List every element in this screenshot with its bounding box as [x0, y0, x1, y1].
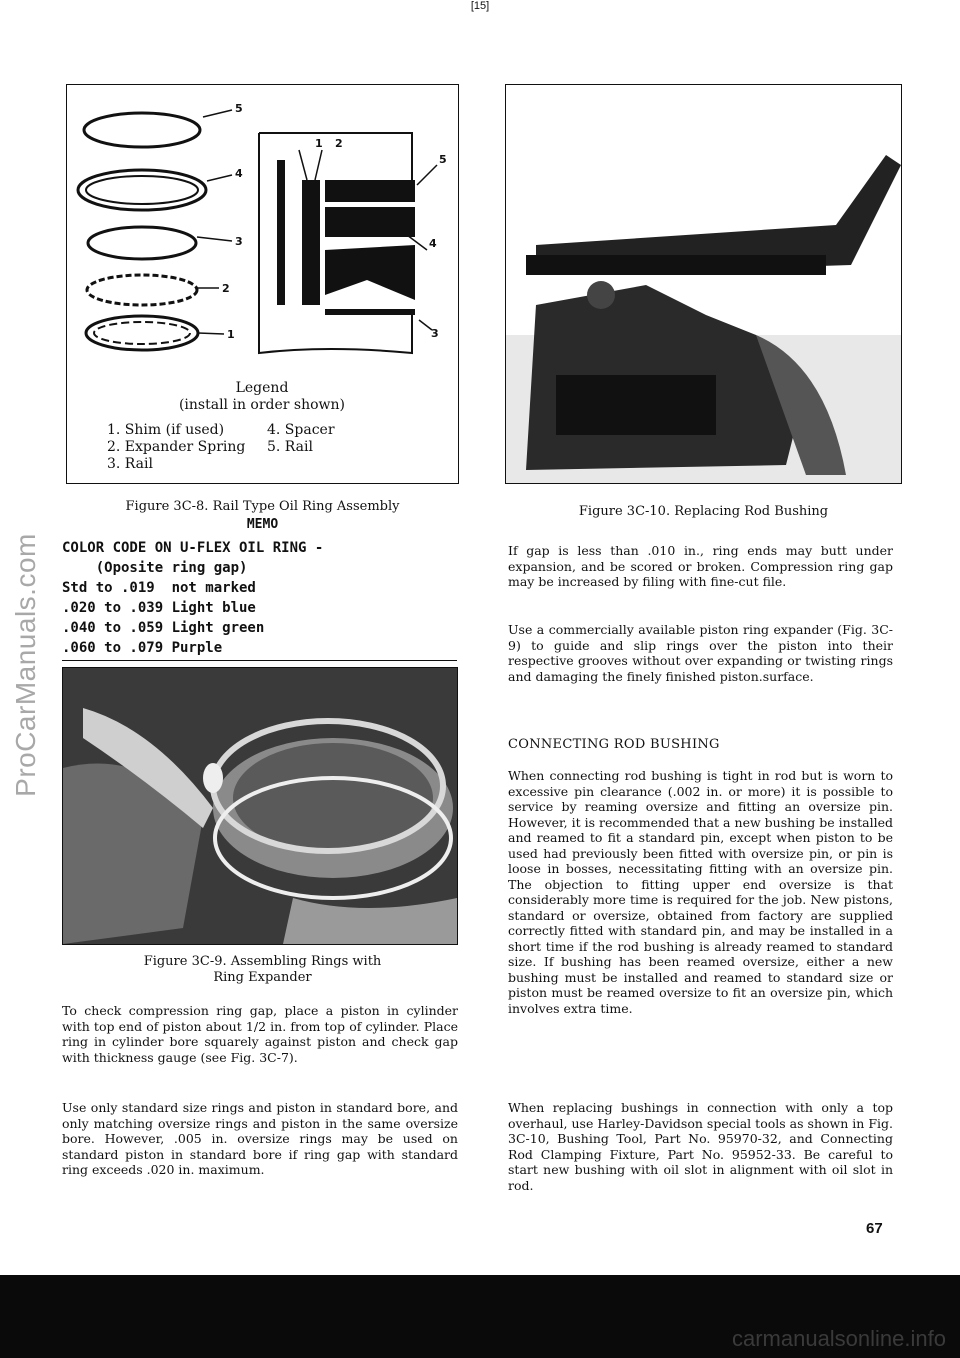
right-paragraph: If gap is less than .010 in., ring ends may butt under expansion, and be scored or broken. Compression ring gap may be increased by filing with fine-cut file. [508, 543, 893, 589]
caption-line: Ring Expander [213, 970, 312, 985]
left-paragraph: To check compression ring gap, place a piston in cylinder with top end of piston about 1/2 in. from top of cylinder. Place ring in cylinder bore squarely against piston and check gap with thickness gauge (see Fig. 3C-7). [62, 1003, 458, 1065]
bottom-bar [0, 1275, 960, 1358]
legend-subtitle: (install in order shown) [178, 397, 346, 413]
memo-divider [62, 660, 457, 661]
page-marker: [15] [470, 0, 490, 12]
legend-item: 5. Rail [267, 439, 313, 455]
figure-legend [67, 380, 457, 473]
left-paragraph: Use only standard size rings and piston in standard bore, and only matching oversize rings and piston in the same oversize bore. However, .005 in. oversize rings may be used on standard piston in standard bore if ring gap with standard ring exceeds .020 in. maximum. [62, 1100, 458, 1177]
section-callout-2: 2 [335, 137, 343, 150]
ring-rail-top [84, 113, 200, 147]
groove-block [302, 180, 320, 305]
memo-line: Std to .019 not marked [62, 580, 256, 596]
section-callout-4: 4 [429, 237, 437, 250]
legend-title: Legend [235, 380, 289, 396]
piston-wall [277, 160, 285, 305]
ring-section-3 [325, 245, 415, 300]
bottom-watermark: carmanualsonline.info [731, 1326, 946, 1351]
page-number: 67 [866, 1220, 883, 1237]
figure-3c10-caption: Figure 3C-10. Replacing Rod Bushing [578, 504, 829, 519]
memo-line: (Oposite ring gap) [62, 560, 248, 576]
ring-rail-bottom [88, 227, 196, 259]
caption-line: Figure 3C-9. Assembling Rings with [143, 954, 382, 969]
ring-expander-photo [63, 668, 457, 944]
callout-5: 5 [235, 102, 243, 115]
figure-3c9-caption [66, 954, 459, 986]
rod-bushing-photo [506, 85, 901, 483]
legend-item: 2. Expander Spring [107, 439, 246, 455]
section-heading: CONNECTING ROD BUSHING [508, 737, 720, 752]
section-callout-3: 3 [431, 327, 439, 340]
memo-block [62, 538, 462, 658]
legend-item: 4. Spacer [267, 422, 335, 438]
ring-section-4 [325, 207, 415, 237]
ring-section-5 [325, 180, 415, 202]
figure-3c10-photo [505, 84, 902, 484]
ring-expander [87, 275, 197, 305]
callout-4: 4 [235, 167, 243, 180]
callout-1: 1 [227, 328, 235, 341]
callout-3: 3 [235, 235, 243, 248]
legend-item: 3. Rail [107, 456, 153, 472]
memo-line: .060 to .079 Purple [62, 640, 223, 656]
memo-line: COLOR CODE ON U-FLEX OIL RING - [62, 540, 324, 556]
connecting-rod-paragraph: When connecting rod bushing is tight in rod but is worn to excessive pin clearance (.002 in. or more) it is possible to service by reaming oversize and fitting an oversize pin. However, it is recommended that a new bushing be installed and reamed to fit a standard pin, except when piston to be used had previously been fitted with oversize pin, or pin is loose in bosses, necessitating fitting with an oversize pin. The objection to fitting upper end oversize is that considerably more time is required for the job. New pistons, standard or oversize, obtained from factory are supplied correctly fitted with standard pin, and may be installed in a short time if the rod bushing is already reamed to standard size. If bushing has been reamed oversize, either a new bushing must be installed and reamed to standard size or piston must be reamed oversize to fit an oversize pin, which involves extra time. [508, 768, 893, 1016]
figure-3c8-box [66, 84, 459, 484]
section-callout-5: 5 [439, 153, 447, 166]
figure-3c9-photo [62, 667, 458, 945]
right-paragraph: Use a commercially available piston ring expander (Fig. 3C-9) to guide and slip rings over the piston into their respective grooves without over expanding or twisting rings and damaging the finely finished piston.surface. [508, 622, 893, 684]
figure-3c8-caption: Figure 3C-8. Rail Type Oil Ring Assembly [125, 499, 400, 514]
connecting-rod-paragraph: When replacing bushings in connection with only a top overhaul, use Harley-Davidson special tools as shown in Fig. 3C-10, Bushing Tool, Part No. 95970-32, and Connecting Rod Clamping Fixture, Part No. 95952-33. Be careful to start new bushing with oil slot in alignment with oil slot in rod. [508, 1100, 893, 1193]
legend-list [107, 422, 457, 473]
rail-ring-diagram [67, 85, 457, 375]
section-callout-1: 1 [315, 137, 323, 150]
memo-line: .020 to .039 Light blue [62, 600, 256, 616]
legend-item: 1. Shim (if used) [107, 422, 225, 438]
callout-2: 2 [222, 282, 230, 295]
memo-title: MEMO [246, 517, 279, 532]
memo-line: .040 to .059 Light green [62, 620, 265, 636]
side-watermark: ProCarManuals.com [10, 533, 41, 797]
